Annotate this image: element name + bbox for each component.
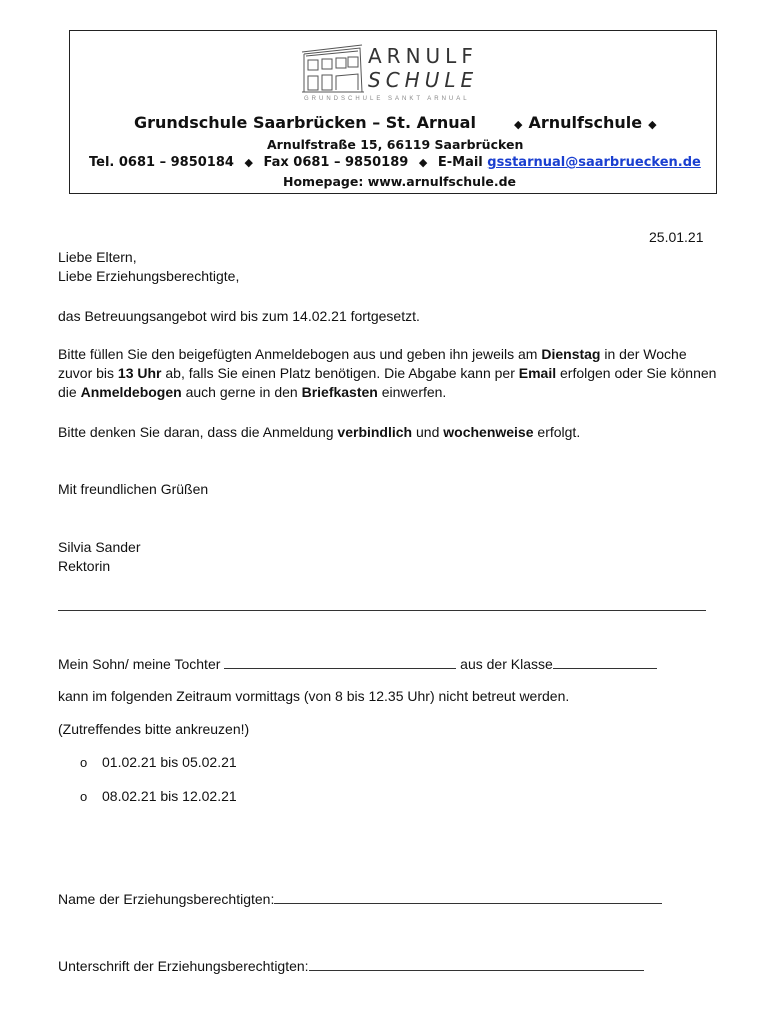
logo-subtitle: GRUNDSCHULE SANKT ARNUAL xyxy=(304,96,470,102)
checkbox-circle-icon[interactable]: o xyxy=(80,755,88,770)
school-name: Grundschule Saarbrücken – St. Arnual xyxy=(134,113,476,132)
school-logo xyxy=(300,40,480,102)
option-week-2[interactable] xyxy=(80,788,237,804)
option-label: 01.02.21 bis 05.02.21 xyxy=(102,754,237,770)
fax-number: Fax 0681 – 9850189 xyxy=(263,155,409,170)
tel-number: Tel. 0681 – 9850184 xyxy=(89,155,234,170)
salutation-guardians: Liebe Erziehungsberechtigte, xyxy=(58,268,240,284)
email-link[interactable]: gsstarnual@saarbruecken.de xyxy=(487,155,701,170)
option-label: 08.02.21 bis 12.02.21 xyxy=(102,788,237,804)
child-class-line xyxy=(58,654,657,674)
paragraph-continuation: das Betreuungsangebot wird bis zum 14.02.21 fortgesetzt. xyxy=(58,308,420,324)
logo-text-arnulf: ARNULF xyxy=(368,44,478,68)
guardian-name-label: Name der Erziehungsberechtigten: xyxy=(58,891,275,907)
form-hint: (Zutreffendes bitte ankreuzen!) xyxy=(58,721,250,737)
diamond-icon: ◆ xyxy=(244,156,253,169)
guardian-name-line xyxy=(58,889,662,909)
checkbox-circle-icon[interactable]: o xyxy=(80,789,88,804)
school-address: Arnulfstraße 15, 66119 Saarbrücken xyxy=(267,137,524,152)
email-label: E-Mail xyxy=(437,155,483,170)
class-label: aus der Klasse xyxy=(460,656,553,672)
logo-text-schule: SCHULE xyxy=(368,68,479,92)
option-week-1[interactable] xyxy=(80,754,237,770)
child-name-field[interactable] xyxy=(224,654,456,669)
signer-name: Silvia Sander xyxy=(58,539,141,555)
guardian-signature-line xyxy=(58,956,644,976)
school-building-icon xyxy=(300,40,366,98)
guardian-signature-field[interactable] xyxy=(309,956,644,971)
diamond-icon: ◆ xyxy=(648,118,657,131)
paragraph-reminder: Bitte denken Sie daran, dass die Anmeldung verbindlich und wochenweise erfolgt. xyxy=(58,424,581,440)
contact-line xyxy=(89,155,701,170)
closing: Mit freundlichen Grüßen xyxy=(58,481,209,497)
letter-date: 25.01.21 xyxy=(649,229,704,245)
diamond-icon: ◆ xyxy=(418,156,428,169)
diamond-icon: ◆ xyxy=(514,118,523,131)
guardian-name-field[interactable] xyxy=(274,889,662,904)
cut-line xyxy=(58,610,706,611)
paragraph-instructions: Bitte füllen Sie den beigefügten Anmeldebogen aus und geben ihn jeweils am Dienstag in der Woche zuvor bis 13 Uhr ab, falls Sie einen Platz benötigen. Die Abgabe kann per Email erfolgen oder Sie können die Anmeldebogen auch gerne in den Briefkasten einwerfen. xyxy=(58,346,717,400)
child-label: Mein Sohn/ meine Tochter xyxy=(58,656,221,672)
salutation-parents: Liebe Eltern, xyxy=(58,249,137,265)
class-field[interactable] xyxy=(553,654,657,669)
school-short-name: ◆ Arnulfschule ◆ xyxy=(514,113,657,132)
guardian-sign-label: Unterschrift der Erziehungsberechtigten: xyxy=(58,958,309,974)
form-statement: kann im folgenden Zeitraum vormittags (von 8 bis 12.35 Uhr) nicht betreut werden. xyxy=(58,688,570,704)
signer-title: Rektorin xyxy=(58,558,111,574)
homepage: Homepage: www.arnulfschule.de xyxy=(283,174,517,189)
